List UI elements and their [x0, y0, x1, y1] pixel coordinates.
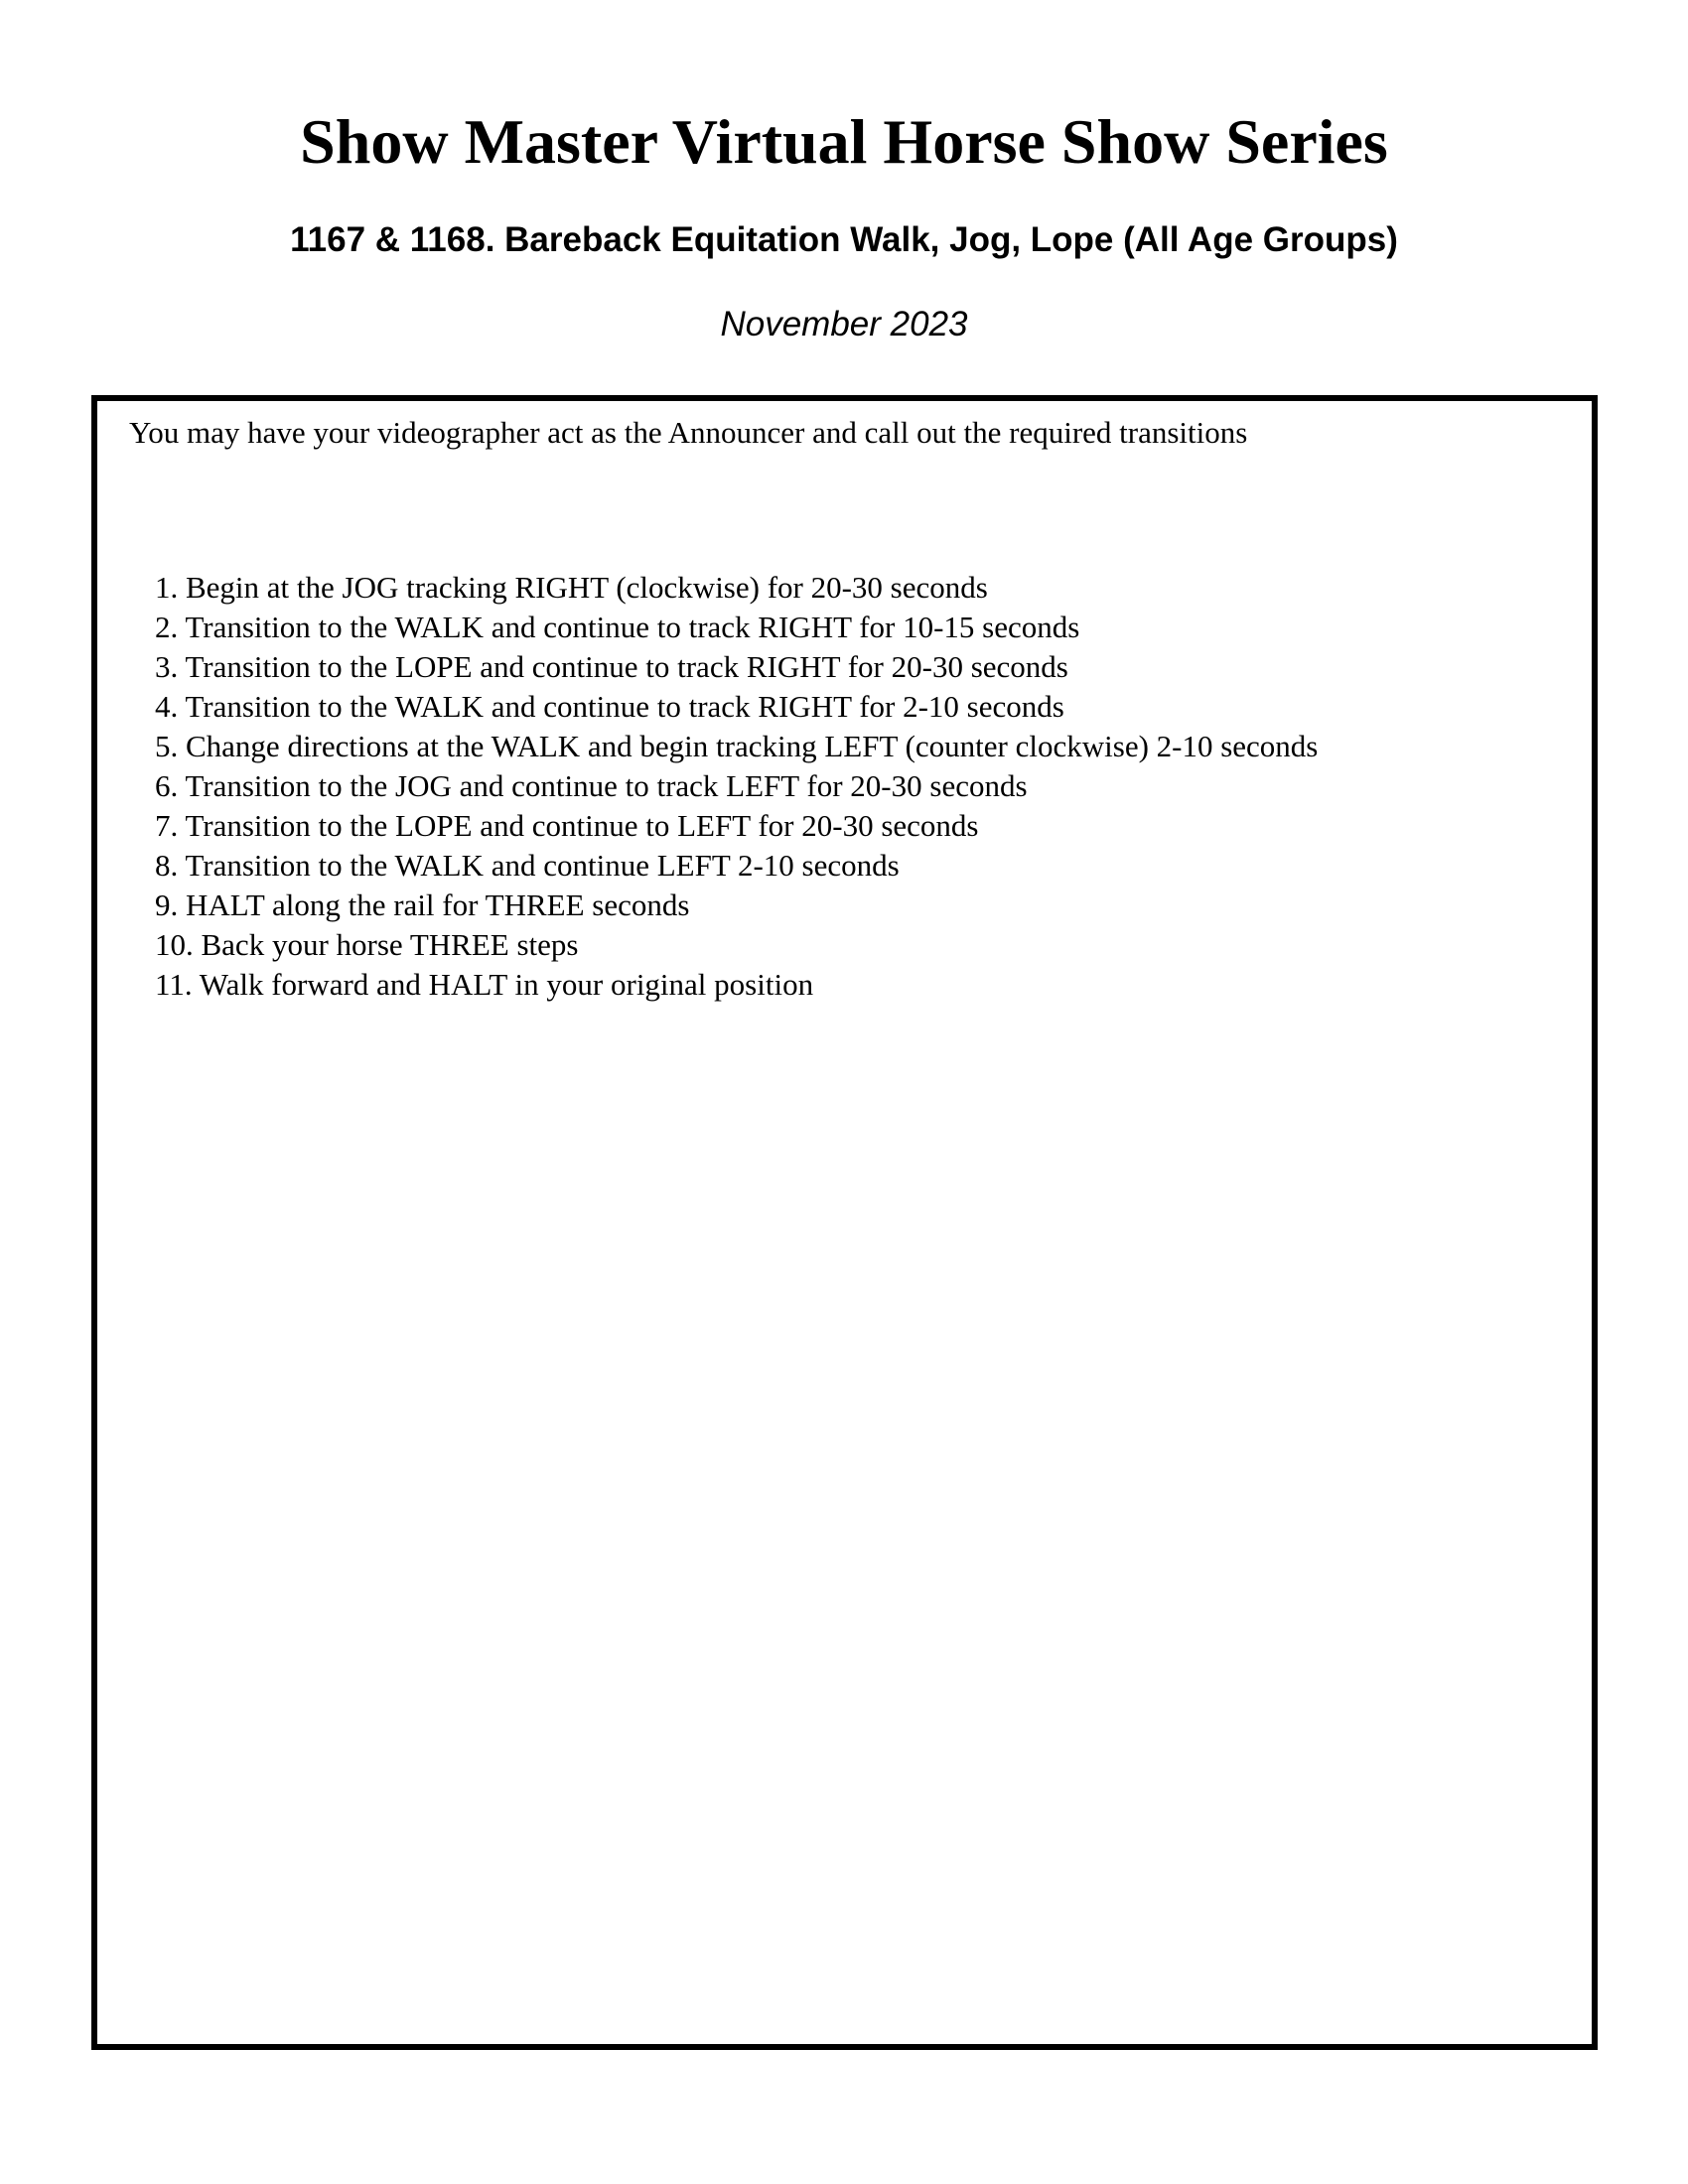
step-item: 9. HALT along the rail for THREE seconds	[155, 887, 690, 922]
class-subtitle: 1167 & 1168. Bareback Equitation Walk, Jog, Lope (All Age Groups)	[290, 220, 1398, 259]
step-item: 7. Transition to the LOPE and continue to LEFT for 20-30 seconds	[155, 808, 979, 843]
step-item: 4. Transition to the WALK and continue to track RIGHT for 2-10 seconds	[155, 689, 1064, 724]
step-item: 1. Begin at the JOG tracking RIGHT (clockwise) for 20-30 seconds	[155, 570, 988, 605]
step-item: 3. Transition to the LOPE and continue to track RIGHT for 20-30 seconds	[155, 649, 1068, 684]
intro-text: You may have your videographer act as the Announcer and call out the required transitions	[129, 415, 1248, 450]
steps-list	[155, 568, 1318, 1005]
step-item: 10. Back your horse THREE steps	[155, 927, 579, 962]
page-title: Show Master Virtual Horse Show Series	[300, 106, 1388, 177]
date-line: November 2023	[720, 305, 968, 343]
step-item: 2. Transition to the WALK and continue to track RIGHT for 10-15 seconds	[155, 610, 1080, 644]
pattern-box	[91, 395, 1598, 2050]
step-item: 5. Change directions at the WALK and begin tracking LEFT (counter clockwise) 2-10 seconds	[155, 729, 1319, 763]
step-item: 11. Walk forward and HALT in your original position	[155, 967, 814, 1002]
step-item: 6. Transition to the JOG and continue to track LEFT for 20-30 seconds	[155, 768, 1028, 803]
step-item: 8. Transition to the WALK and continue LEFT 2-10 seconds	[155, 848, 900, 883]
